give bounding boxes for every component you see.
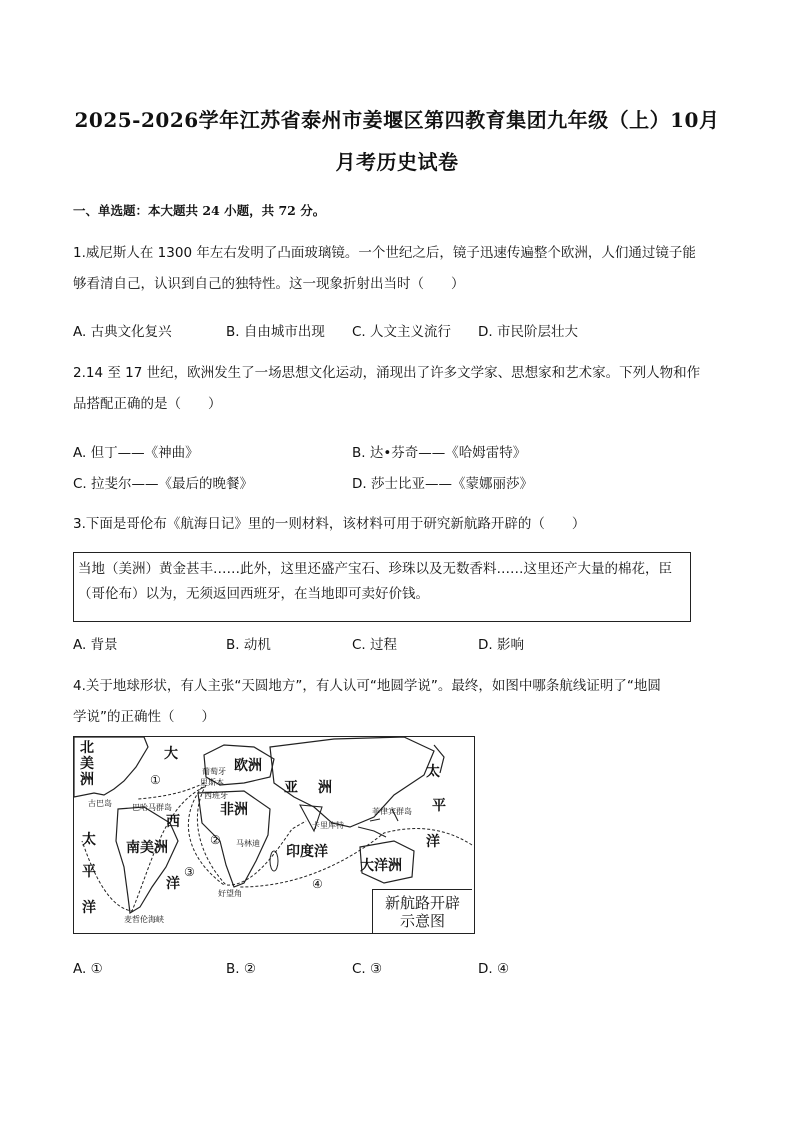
map-label-portugal: 葡萄牙 [202, 767, 226, 776]
map-label-calicut: 卡里库特 [312, 821, 344, 830]
question-1-stem-line1: 1.威尼斯人在 1300 年左右发明了凸面玻璃镜。一个世纪之后，镜子迅速传遍整个欧洲，人们通过镜子能 [73, 245, 696, 261]
map-label-atlantic-3: 洋 [166, 876, 180, 892]
map-label-spain: 西班牙 [204, 791, 228, 800]
route-1-line [138, 783, 204, 799]
question-3-quote-line1: 当地（美洲）黄金甚丰……此外，这里还盛产宝石、珍珠以及无数香料……这里还产大量的棉花，臣 [78, 561, 672, 577]
question-3-stem: 3.下面是哥伦布《航海日记》里的一则材料，该材料可用于研究新航路开辟的（ ） [73, 516, 586, 532]
question-2-option-c[interactable]: C. 拉斐尔——《最后的晚餐》 [73, 476, 254, 492]
question-1-option-a[interactable]: A. 古典文化复兴 [73, 324, 172, 340]
question-4-stem [73, 671, 723, 733]
map-label-lisbon: 里斯本 [200, 778, 224, 787]
map-label-atlantic-1: 大 [164, 746, 178, 762]
map-label-atlantic-2: 西 [166, 814, 180, 830]
map-label-europe: 欧洲 [234, 758, 262, 774]
map-label-south-america: 南美洲 [126, 840, 168, 856]
map-label-asia-1: 亚 [284, 780, 298, 796]
map-label-oceania: 大洋洲 [360, 858, 402, 874]
question-3-option-c[interactable]: C. 过程 [352, 637, 398, 653]
map-label-north-america-3: 洲 [80, 772, 94, 788]
question-4-stem-line1: 4.关于地球形状，有人主张“天圆地方”，有人认可“地圆学说”。最终，如图中哪条航线证明了“地圆 [73, 678, 661, 694]
map-route-1-marker: ① [150, 773, 161, 787]
map-label-malindi: 马林迪 [236, 839, 260, 848]
question-2-stem-line1: 2.14 至 17 世纪，欧洲发生了一场思想文化运动，涌现出了许多文学家、思想家和艺术家。下列人物和作 [73, 365, 701, 381]
map-caption-line2: 示意图 [399, 912, 445, 930]
question-3-option-a[interactable]: A. 背景 [73, 637, 118, 653]
map-label-north-america-1: 北 [80, 740, 94, 756]
question-4-option-a[interactable]: A. ① [73, 961, 103, 977]
map-route-3-marker: ③ [184, 865, 195, 879]
map-label-cuba: 古巴岛 [88, 799, 112, 808]
map-label-africa: 非洲 [220, 802, 248, 818]
map-label-pacific-left-1: 太 [82, 832, 96, 848]
map-route-4-marker: ④ [312, 877, 323, 891]
question-3-option-d[interactable]: D. 影响 [478, 637, 524, 653]
question-1-option-c[interactable]: C. 人文主义流行 [352, 324, 452, 340]
question-1-option-d[interactable]: D. 市民阶层壮大 [478, 324, 578, 340]
map-route-2-marker: ② [210, 833, 221, 847]
question-4-stem-line2: 学说”的正确性（ ） [73, 709, 215, 725]
map-caption-line1: 新航路开辟 [384, 894, 460, 912]
map-label-pacific-right-3: 洋 [426, 834, 440, 850]
map-label-pacific-left-3: 洋 [82, 900, 96, 916]
question-3-quote-line2: （哥伦布）以为，无须返回西班牙，在当地即可卖好价钱。 [78, 586, 429, 602]
map-label-bahamas: 巴哈马群岛 [132, 803, 172, 812]
map-label-indian-ocean: 印度洋 [286, 844, 328, 860]
question-2-stem [73, 358, 723, 420]
question-2-stem-line2: 品搭配正确的是（ ） [73, 396, 222, 412]
exam-title-line2: 月考历史试卷 [335, 150, 459, 174]
map-label-pacific-right-1: 太 [426, 764, 440, 780]
map-label-philippines: 菲律宾群岛 [372, 807, 412, 816]
map-label-magellan-strait: 麦哲伦海峡 [124, 915, 164, 924]
section-heading: 一、单选题：本大题共 24 小题，共 72 分。 [73, 203, 326, 218]
question-2-option-a[interactable]: A. 但丁——《神曲》 [73, 445, 199, 461]
map-label-pacific-right-2: 平 [432, 798, 446, 814]
question-4-option-c[interactable]: C. ③ [352, 961, 383, 977]
new-sea-routes-map [73, 736, 475, 934]
madagascar-shape [270, 851, 278, 871]
exam-title-line1: 2025-2026学年江苏省泰州市姜堰区第四教育集团九年级（上）10月 [74, 108, 720, 132]
question-3-option-b[interactable]: B. 动机 [226, 637, 271, 653]
question-1-stem [73, 238, 723, 300]
map-label-asia-2: 洲 [318, 780, 332, 796]
question-1-stem-line2: 够看清自己，认识到自己的独特性。这一现象折射出当时（ ） [73, 276, 465, 292]
map-label-north-america-2: 美 [80, 756, 94, 772]
map-caption-box [372, 889, 472, 933]
question-1-option-b[interactable]: B. 自由城市出现 [226, 324, 325, 340]
question-2-option-b[interactable]: B. 达•芬奇——《哈姆雷特》 [352, 445, 527, 461]
question-4-option-d[interactable]: D. ④ [478, 961, 510, 977]
map-label-pacific-left-2: 平 [82, 864, 96, 880]
question-2-option-d[interactable]: D. 莎士比亚——《蒙娜丽莎》 [352, 476, 533, 492]
map-label-cape-good-hope: 好望角 [218, 889, 242, 898]
question-4-option-b[interactable]: B. ② [226, 961, 256, 977]
question-3-quote-box [73, 552, 691, 622]
